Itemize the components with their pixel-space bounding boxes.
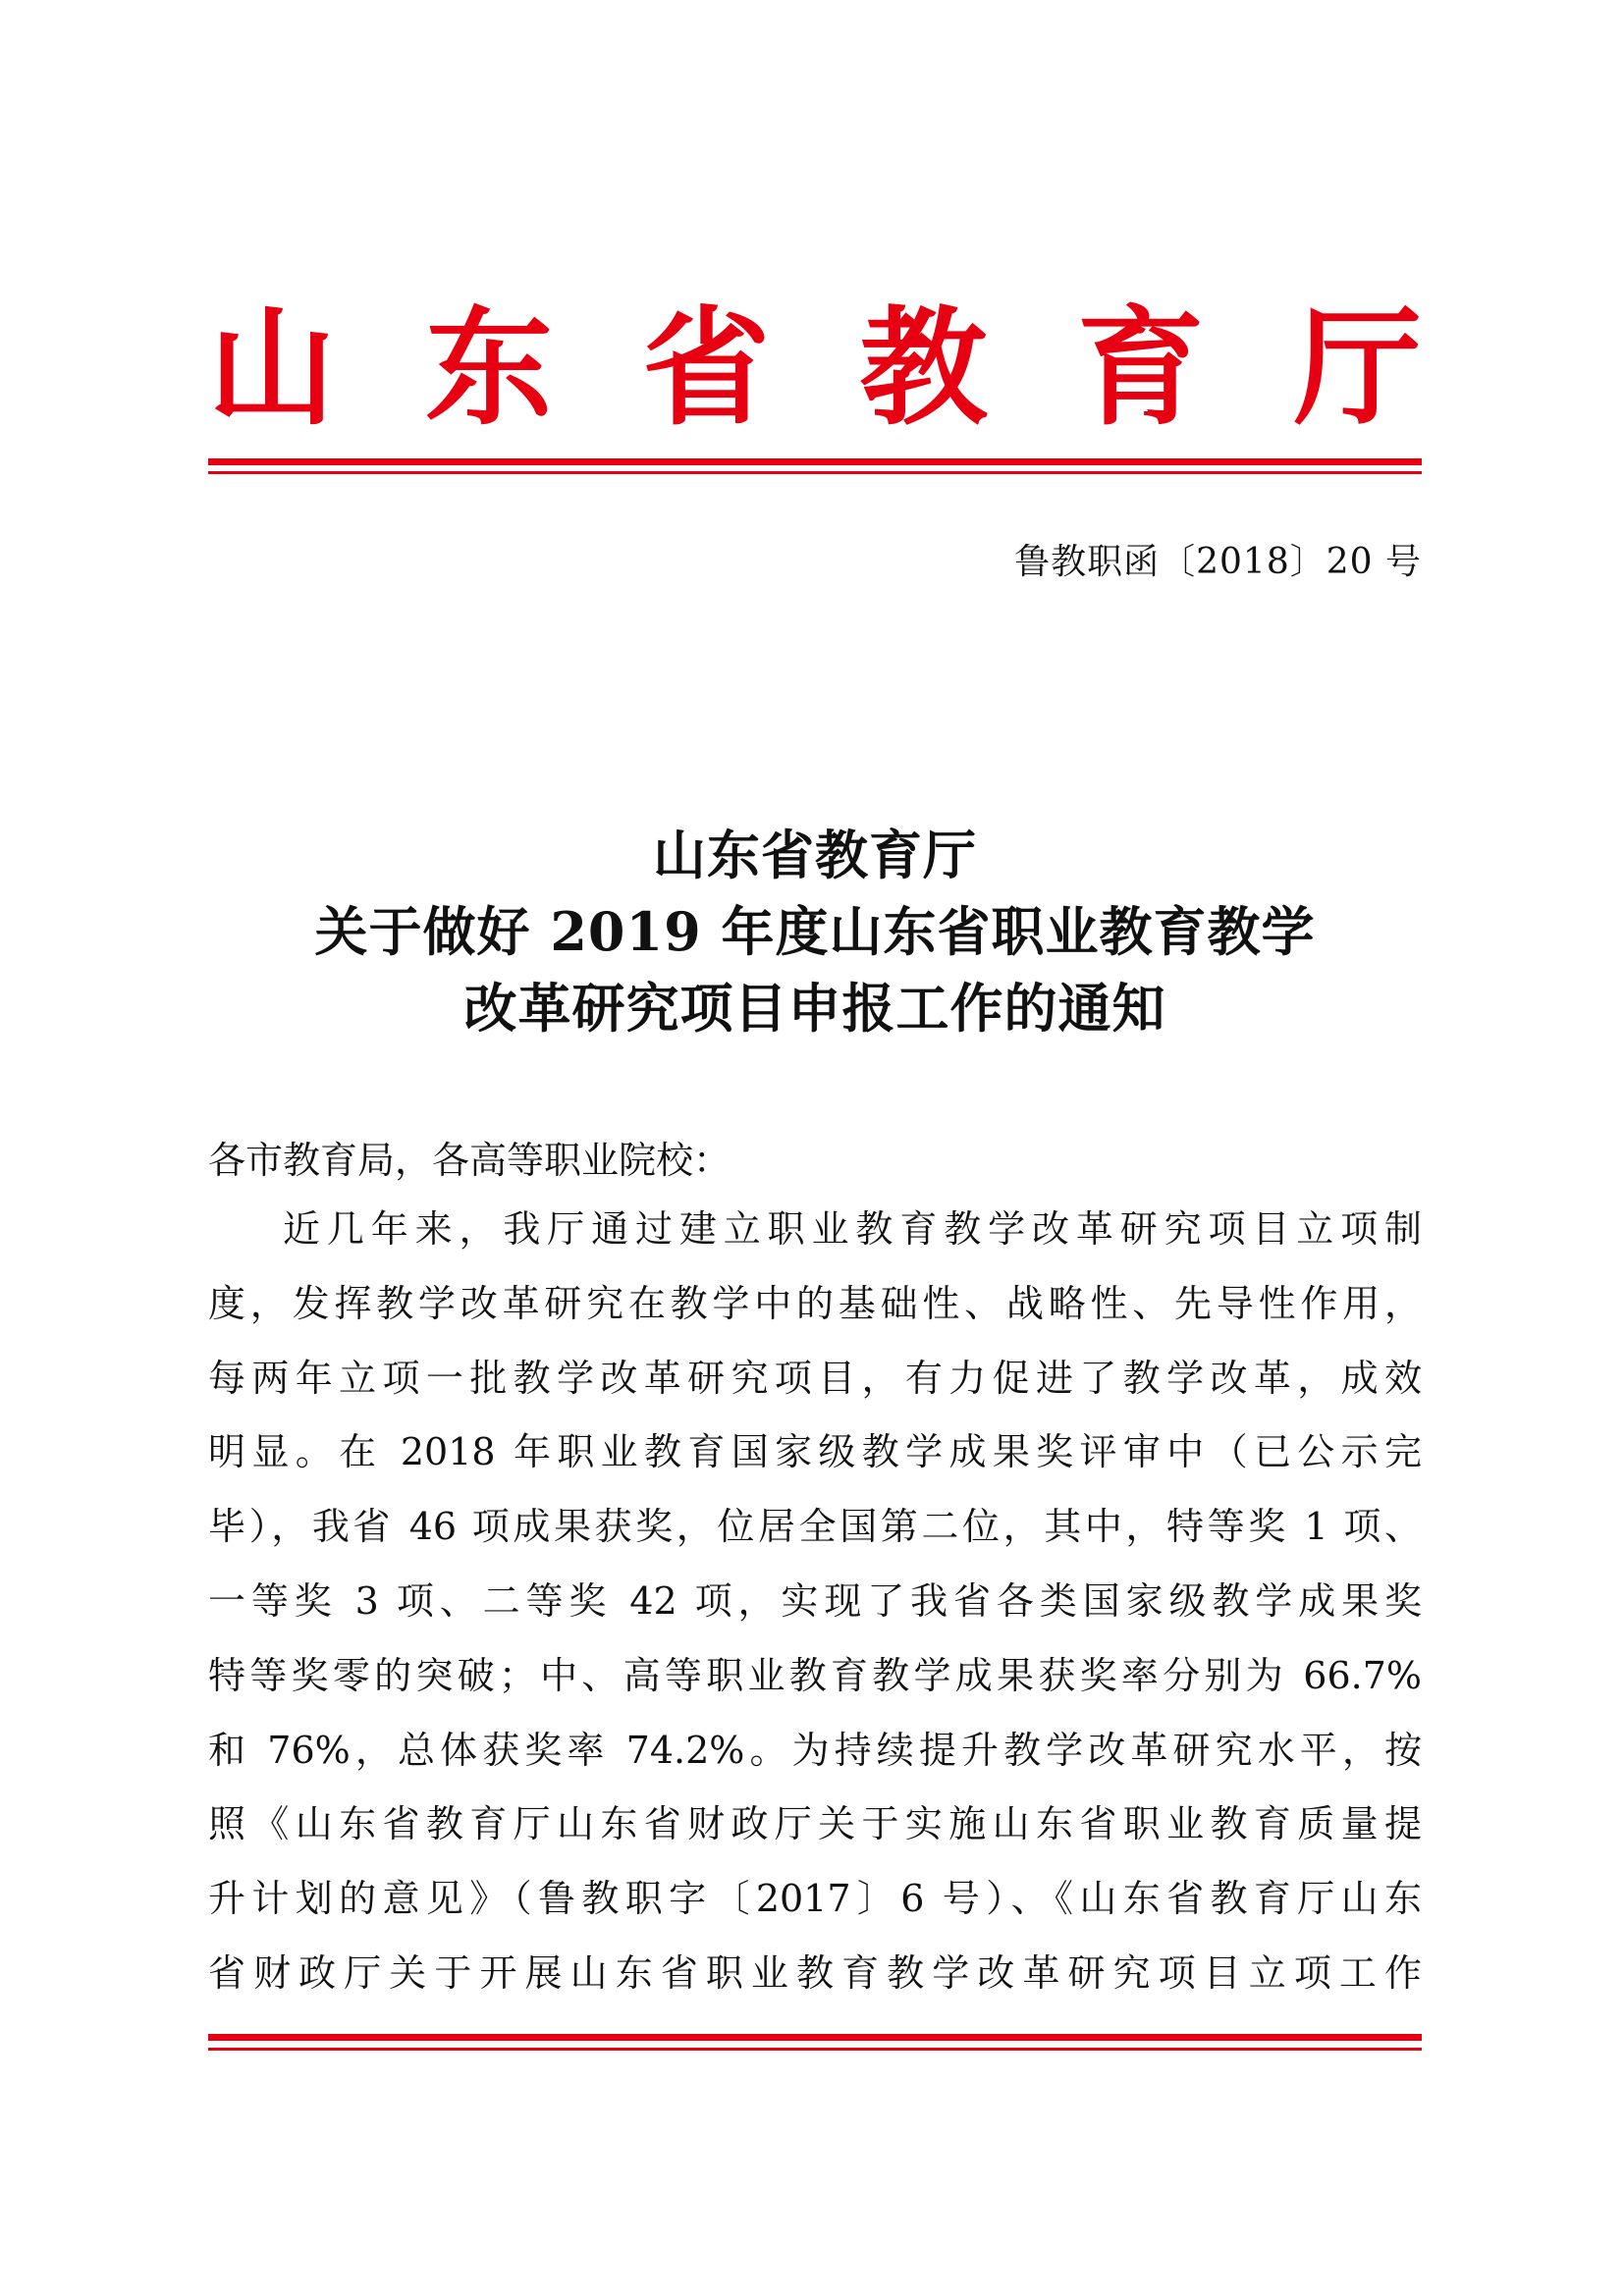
body-line: 省财政厅关于开展山东省职业教育教学改革研究项目立项工作	[208, 1950, 1422, 1995]
letterhead-char: 山	[208, 294, 337, 443]
title-line-subject: 关于做好 2019 年度山东省职业教育教学	[314, 900, 1316, 963]
footer-rule-thick	[208, 2034, 1422, 2041]
letterhead-char: 东	[425, 294, 554, 443]
letterhead-char: 教	[859, 294, 988, 443]
letterhead-char: 育	[1076, 294, 1205, 443]
body-line: 特等奖零的突破；中、高等职业教育教学成果获奖率分别为 66.7%	[208, 1653, 1422, 1697]
document-title	[208, 817, 1422, 1046]
body-line: 毕），我省 46 项成果获奖，位居全国第二位，其中，特等奖 1 项、	[208, 1505, 1422, 1549]
title-line-issuer: 山东省教育厅	[653, 824, 977, 886]
body-line: 近几年来，我厅通过建立职业教育教学改革研究项目立项制	[283, 1207, 1422, 1251]
letterhead-title	[208, 294, 1422, 442]
body-line: 一等奖 3 项、二等奖 42 项，实现了我省各类国家级教学成果奖	[208, 1578, 1422, 1623]
body-paragraph	[208, 1202, 1422, 2021]
document-number: 鲁教职函〔2018〕20 号	[1014, 542, 1422, 582]
letterhead-rule-thin	[208, 471, 1422, 474]
letterhead-rule-thick	[208, 458, 1422, 465]
body-line: 和 76%，总体获奖率 74.2%。为持续提升教学改革研究水平，按	[208, 1728, 1422, 1772]
body-line: 每两年立项一批教学改革研究项目，有力促进了教学改革，成效	[208, 1356, 1422, 1400]
letterhead-char: 省	[642, 294, 771, 443]
title-line-subject-cont: 改革研究项目申报工作的通知	[463, 977, 1166, 1040]
letterhead-char: 厅	[1293, 294, 1422, 443]
footer-rule-thin	[208, 2048, 1422, 2051]
body-line: 度，发挥教学改革研究在教学中的基础性、战略性、先导性作用，	[208, 1281, 1422, 1325]
salutation: 各市教育局，各高等职业院校：	[208, 1139, 731, 1182]
body-line: 明显。在 2018 年职业教育国家级教学成果奖评审中（已公示完	[208, 1430, 1422, 1474]
body-line: 照《山东省教育厅山东省财政厅关于实施山东省职业教育质量提	[208, 1802, 1422, 1846]
body-line: 升计划的意见》（鲁教职字〔2017〕6 号）、《山东省教育厅山东	[208, 1877, 1422, 1921]
